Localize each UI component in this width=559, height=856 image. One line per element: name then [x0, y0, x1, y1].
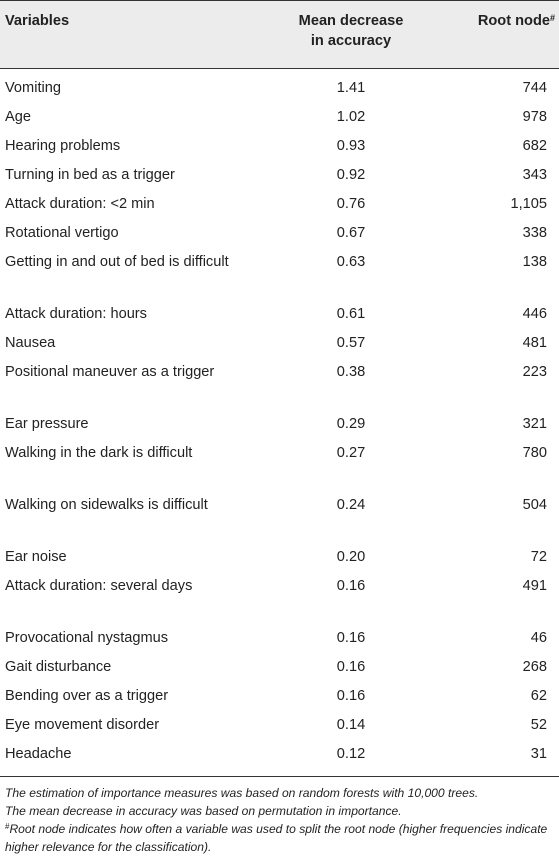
table-row	[0, 440, 559, 492]
header-root-node-label: Root node	[477, 13, 550, 29]
cell-variable: Eye movement disorder	[5, 717, 160, 733]
header-row	[0, 1, 559, 69]
header-mean-decrease-line2: in accuracy	[310, 33, 392, 49]
cell-variable: Attack duration: <2 min	[5, 196, 155, 212]
cell-root-node: 223	[522, 364, 547, 380]
footnote-mark: #	[5, 822, 10, 831]
cell-root-node: 62	[530, 688, 547, 704]
cell-root-node: 481	[522, 335, 547, 351]
cell-root-node: 491	[522, 578, 547, 594]
cell-mean-decrease: 0.24	[336, 497, 366, 513]
cell-variable: Hearing problems	[5, 138, 121, 154]
header-variables	[0, 1, 268, 69]
cell-root-node: 744	[522, 80, 547, 96]
table-row	[0, 712, 559, 741]
cell-root-node: 72	[530, 549, 547, 565]
cell-variable: Attack duration: hours	[5, 306, 147, 322]
table-row	[0, 492, 559, 544]
cell-mean-decrease: 0.27	[336, 445, 366, 461]
table-row	[0, 573, 559, 625]
cell-variable: Bending over as a trigger	[5, 688, 169, 704]
cell-mean-decrease: 1.41	[336, 80, 366, 96]
table-row	[0, 683, 559, 712]
cell-mean-decrease: 0.16	[336, 578, 366, 594]
cell-mean-decrease: 0.20	[336, 549, 366, 565]
cell-root-node: 343	[522, 167, 547, 183]
cell-variable: Attack duration: several days	[5, 578, 193, 594]
cell-root-node: 138	[522, 254, 547, 270]
cell-root-node: 338	[522, 225, 547, 241]
cell-mean-decrease: 0.16	[336, 630, 366, 646]
table-row	[0, 133, 559, 162]
table-notes	[0, 777, 559, 856]
cell-variable: Getting in and out of bed is difficult	[5, 254, 229, 270]
cell-variable: Walking on sidewalks is difficult	[5, 497, 208, 513]
cell-variable: Age	[5, 109, 31, 125]
footnote-root-node	[5, 820, 555, 856]
cell-root-node: 1,105	[510, 196, 547, 212]
header-root-node-mark: #	[549, 13, 555, 23]
cell-variable: Walking in the dark is difficult	[5, 445, 193, 461]
table-row	[0, 544, 559, 573]
cell-mean-decrease: 0.67	[336, 225, 366, 241]
cell-variable: Nausea	[5, 335, 56, 351]
cell-mean-decrease: 0.16	[336, 659, 366, 675]
table-row	[0, 741, 559, 777]
cell-variable: Gait disturbance	[5, 659, 112, 675]
cell-root-node: 321	[522, 416, 547, 432]
table-row	[0, 301, 559, 330]
cell-mean-decrease: 0.63	[336, 254, 366, 270]
cell-mean-decrease: 0.38	[336, 364, 366, 380]
cell-root-node: 504	[522, 497, 547, 513]
header-mean-decrease-line1: Mean decrease	[298, 13, 404, 29]
header-variables-label: Variables	[5, 13, 70, 29]
table-row	[0, 249, 559, 301]
cell-variable: Provocational nystagmus	[5, 630, 169, 646]
table-row	[0, 220, 559, 249]
footnote-text: Root node indicates how often a variable was used to split the root node (higher frequencies indicate higher relevance for the classification).	[5, 822, 548, 854]
cell-root-node: 52	[530, 717, 547, 733]
cell-variable: Positional maneuver as a trigger	[5, 364, 215, 380]
cell-variable: Headache	[0, 741, 268, 777]
cell-mean-decrease: 0.93	[336, 138, 366, 154]
cell-variable: Ear noise	[5, 549, 67, 565]
table-row	[0, 359, 559, 411]
cell-root-node: 780	[522, 445, 547, 461]
table-row	[0, 654, 559, 683]
cell-mean-decrease: 1.02	[336, 109, 366, 125]
cell-variable: Ear pressure	[5, 416, 89, 432]
cell-root-node: 682	[522, 138, 547, 154]
cell-mean-decrease: 0.16	[336, 688, 366, 704]
cell-root-node: 446	[522, 306, 547, 322]
cell-mean-decrease: 0.61	[336, 306, 366, 322]
header-mean-decrease	[268, 1, 416, 69]
table-row	[0, 191, 559, 220]
cell-mean-decrease: 0.14	[336, 717, 366, 733]
cell-root-node: 31	[416, 741, 559, 777]
table-row	[0, 69, 559, 105]
cell-variable: Vomiting	[5, 80, 61, 96]
cell-variable: Turning in bed as a trigger	[5, 167, 175, 183]
note-line-2: The mean decrease in accuracy was based on permutation in importance.	[5, 804, 402, 818]
cell-variable: Rotational vertigo	[5, 225, 119, 241]
header-root-node	[416, 1, 559, 69]
cell-mean-decrease: 0.12	[268, 741, 416, 777]
table-row	[0, 411, 559, 440]
cell-mean-decrease: 0.29	[336, 416, 366, 432]
note-line-1: The estimation of importance measures was based on random forests with 10,000 trees.	[5, 786, 479, 800]
table-row	[0, 625, 559, 654]
cell-root-node: 978	[522, 109, 547, 125]
cell-root-node: 46	[530, 630, 547, 646]
table-row	[0, 330, 559, 359]
cell-root-node: 268	[522, 659, 547, 675]
table-row	[0, 162, 559, 191]
table-row	[0, 104, 559, 133]
cell-mean-decrease: 0.76	[336, 196, 366, 212]
cell-mean-decrease: 0.57	[336, 335, 366, 351]
cell-mean-decrease: 0.92	[336, 167, 366, 183]
